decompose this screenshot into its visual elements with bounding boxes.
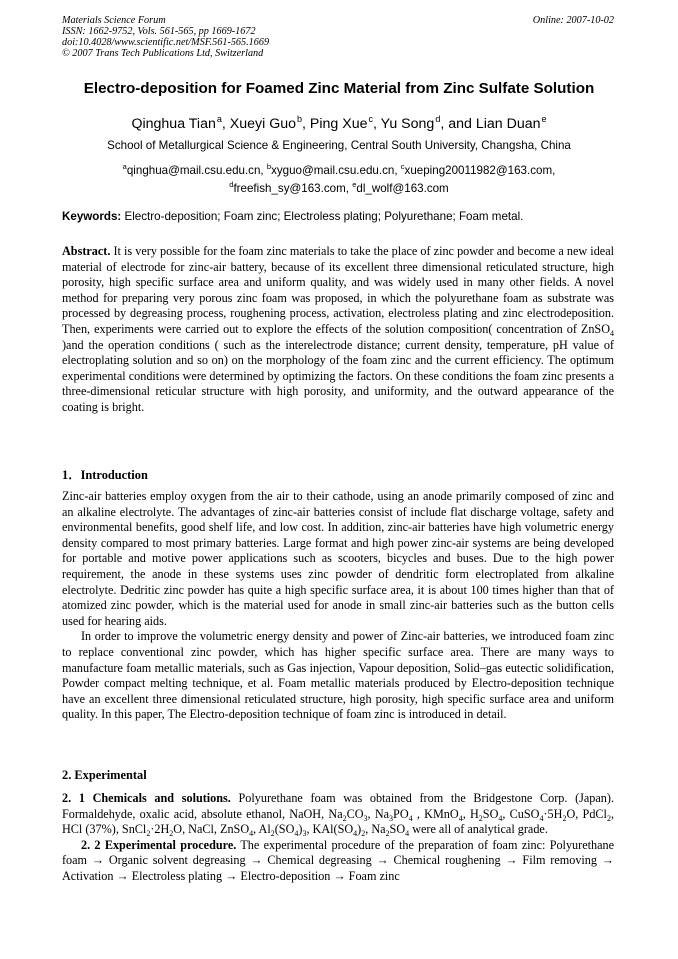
email-line-2: $^d$freefish_sy@163.com, $^e$dl_wolf@163.com — [229, 180, 449, 195]
author-separator: , — [221, 116, 230, 132]
email-line-1: $^a$qinghua@mail.csu.edu.cn, $^b$xyguo@mail.csu.edu.cn, $^c$xueping20011982@163.com, — [122, 162, 556, 177]
email-link[interactable]: xueping20011982@163.com, — [404, 164, 556, 177]
abstract-text: It is very possible for the foam zinc materials to take the place of zinc powder and become a new ideal material of electrode for zinc-air battery, because of its excellent three dimensional reticulated structure, high porosity, high specific surface area and uniform quality, and was widely used in many other fields. A novel method for preparing very porous zinc foam was proposed, in which the polyurethane foam as substrate was processed by degreasing process, roughening process, activation, electroless plating and zinc electrodeposition. Then, experiments were carried out to explore the effects of the solution composition( concentration of ZnSO — [62, 244, 614, 336]
keywords-label: Keywords: — [62, 210, 122, 223]
introduction-body — [62, 489, 614, 723]
paragraph-procedure — [62, 838, 614, 885]
author-list — [40, 114, 638, 132]
online-date: Online: 2007-10-02 — [532, 15, 614, 26]
author-mark: a — [216, 114, 222, 124]
section-heading-experimental: 2. Experimental — [62, 768, 147, 782]
journal-name: Materials Science Forum — [62, 15, 166, 26]
issn-line: ISSN: 1662-9752, Vols. 561-565, pp 1669-1672 — [62, 26, 256, 37]
author-name: Xueyi Guo — [229, 116, 297, 132]
author-name: Qinghua Tian — [131, 116, 216, 132]
author-separator: , and — [440, 116, 476, 132]
email-link[interactable]: xyguo@mail.csu.edu.cn, — [271, 164, 398, 177]
subsection-heading: 2. 1 Chemicals and solutions. — [62, 791, 231, 805]
author-name: Lian Duan — [475, 116, 541, 132]
author-mark: b — [297, 114, 303, 124]
paper-title: Electro-deposition for Foamed Zinc Material from Zinc Sulfate Solution — [83, 80, 595, 97]
email-link[interactable]: dl_wolf@163.com — [356, 182, 449, 195]
journal-header — [62, 15, 614, 59]
author-name: Yu Song — [380, 116, 435, 132]
abstract-label: Abstract. — [62, 244, 111, 258]
paragraph-text: The experimental procedure of the preparation of foam zinc: Polyurethane foam → Organic solvent degreasing → Chemical degreasing → Chemical roughening → Film removing → Activation → Electroless plating → Electro-deposition → Foam zinc — [62, 837, 614, 883]
doi-line: doi:10.4028/www.scientific.net/MSF.561-565.1669 — [62, 37, 270, 48]
paragraph: Zinc-air batteries employ oxygen from the air to their cathode, using an anode primarily composed of zinc and an alkaline electrolyte. The advantages of zinc-air batteries consist of include flat discharge voltage, safety and environmental benefits, good shelf life, and low cost. In addition, zinc-air batteries have high volumetric energy density compared to most primary batteries. Large format and high power zinc-air systems are being developed for portable and motive power applications such as scooters, bicycles and buses. Due to the high power requirement, the anode in these systems uses zinc powder of dendritic form electroplated from alkaline electrolyte. Dedritic zinc powder has quite a high specific surface area, it is about 100 times higher than that of atomized zinc powder, which is the material used for anode in small zinc-air batteries such as the button cells used for hearing aids. — [62, 489, 614, 628]
experimental-body — [62, 791, 614, 885]
section-heading-introduction: 1．Introduction — [62, 468, 148, 482]
author-mark: d — [435, 114, 441, 124]
email-link[interactable]: freefish_sy@163.com, — [233, 182, 349, 195]
author-mark: c — [368, 114, 374, 124]
keywords-text: Electro-deposition; Foam zinc; Electroless plating; Polyurethane; Foam metal. — [121, 210, 524, 223]
abstract-text: )and the operation conditions ( such as the interelectrode distance; current density, temperature, pH value of electroplating solution and so on) on the morphology of the foam zinc and the current efficiency. The optimum experimental conditions were determined by optimizing the factors. On these conditions the foam zinc presents a three-dimensional reticular structure with high porosity, and uniformity, and the outward appearance of the coating is bright. — [62, 337, 614, 414]
paragraph-chemicals: 2. 1 Chemicals and solutions. Polyurethane foam was obtained from the Bridgestone Corp. (Japan). Formaldehyde, oxalic acid, absolute ethanol, NaOH, $Na_2CO_3$, $Na_3PO_4$ , KMnO$_4$, $H_2SO_4$, $CuSO_4\cdot 5H_2O$, PdCl$_2$, HCl (37%), $SnCl_2\cdot 2H_2O$, NaCl, ZnSO$_4$, $Al_2(SO_4)_3$, $KAl(SO_4)_2$, $Na_2SO_4$ were all of analytical grade. — [62, 791, 615, 839]
abstract — [62, 244, 614, 416]
paragraph: In order to improve the volumetric energy density and power of Zinc-air batteries, we introduced foam zinc to replace conventional zinc powder, which has higher specific surface area. There are many ways to manufacture foam metallic materials, such as Gas injection, Vapour deposition, Solid–gas eutectic solidification, Powder compact melting technique, et al. Foam metallic materials produced by Electro-deposition technique have an excellent three dimensional reticulated structure, high porosity, high specific surface area and uniform quality. In this paper, The Electro-deposition technique of foam zinc is introduced in detail. — [62, 629, 614, 722]
subscript: 4 — [610, 328, 614, 338]
author-name: Ping Xue — [309, 116, 368, 132]
email-link[interactable]: qinghua@mail.csu.edu.cn, — [126, 164, 264, 177]
keywords — [62, 210, 622, 223]
author-separator: , — [373, 116, 381, 132]
affiliation: School of Metallurgical Science & Engineering, Central South University, Changsha, China — [107, 139, 571, 152]
paragraph-text: Polyurethane foam was obtained from the Bridgestone Corp. (Japan). Formaldehyde, oxalic acid, absolute ethanol, NaOH, Na — [62, 791, 615, 821]
author-separator: , — [302, 116, 310, 132]
author-mark: e — [541, 114, 547, 124]
subsection-heading: 2. 2 Experimental procedure. — [81, 837, 237, 852]
author-emails — [40, 160, 638, 196]
copyright-line: © 2007 Trans Tech Publications Ltd, Switzerland — [62, 48, 264, 59]
